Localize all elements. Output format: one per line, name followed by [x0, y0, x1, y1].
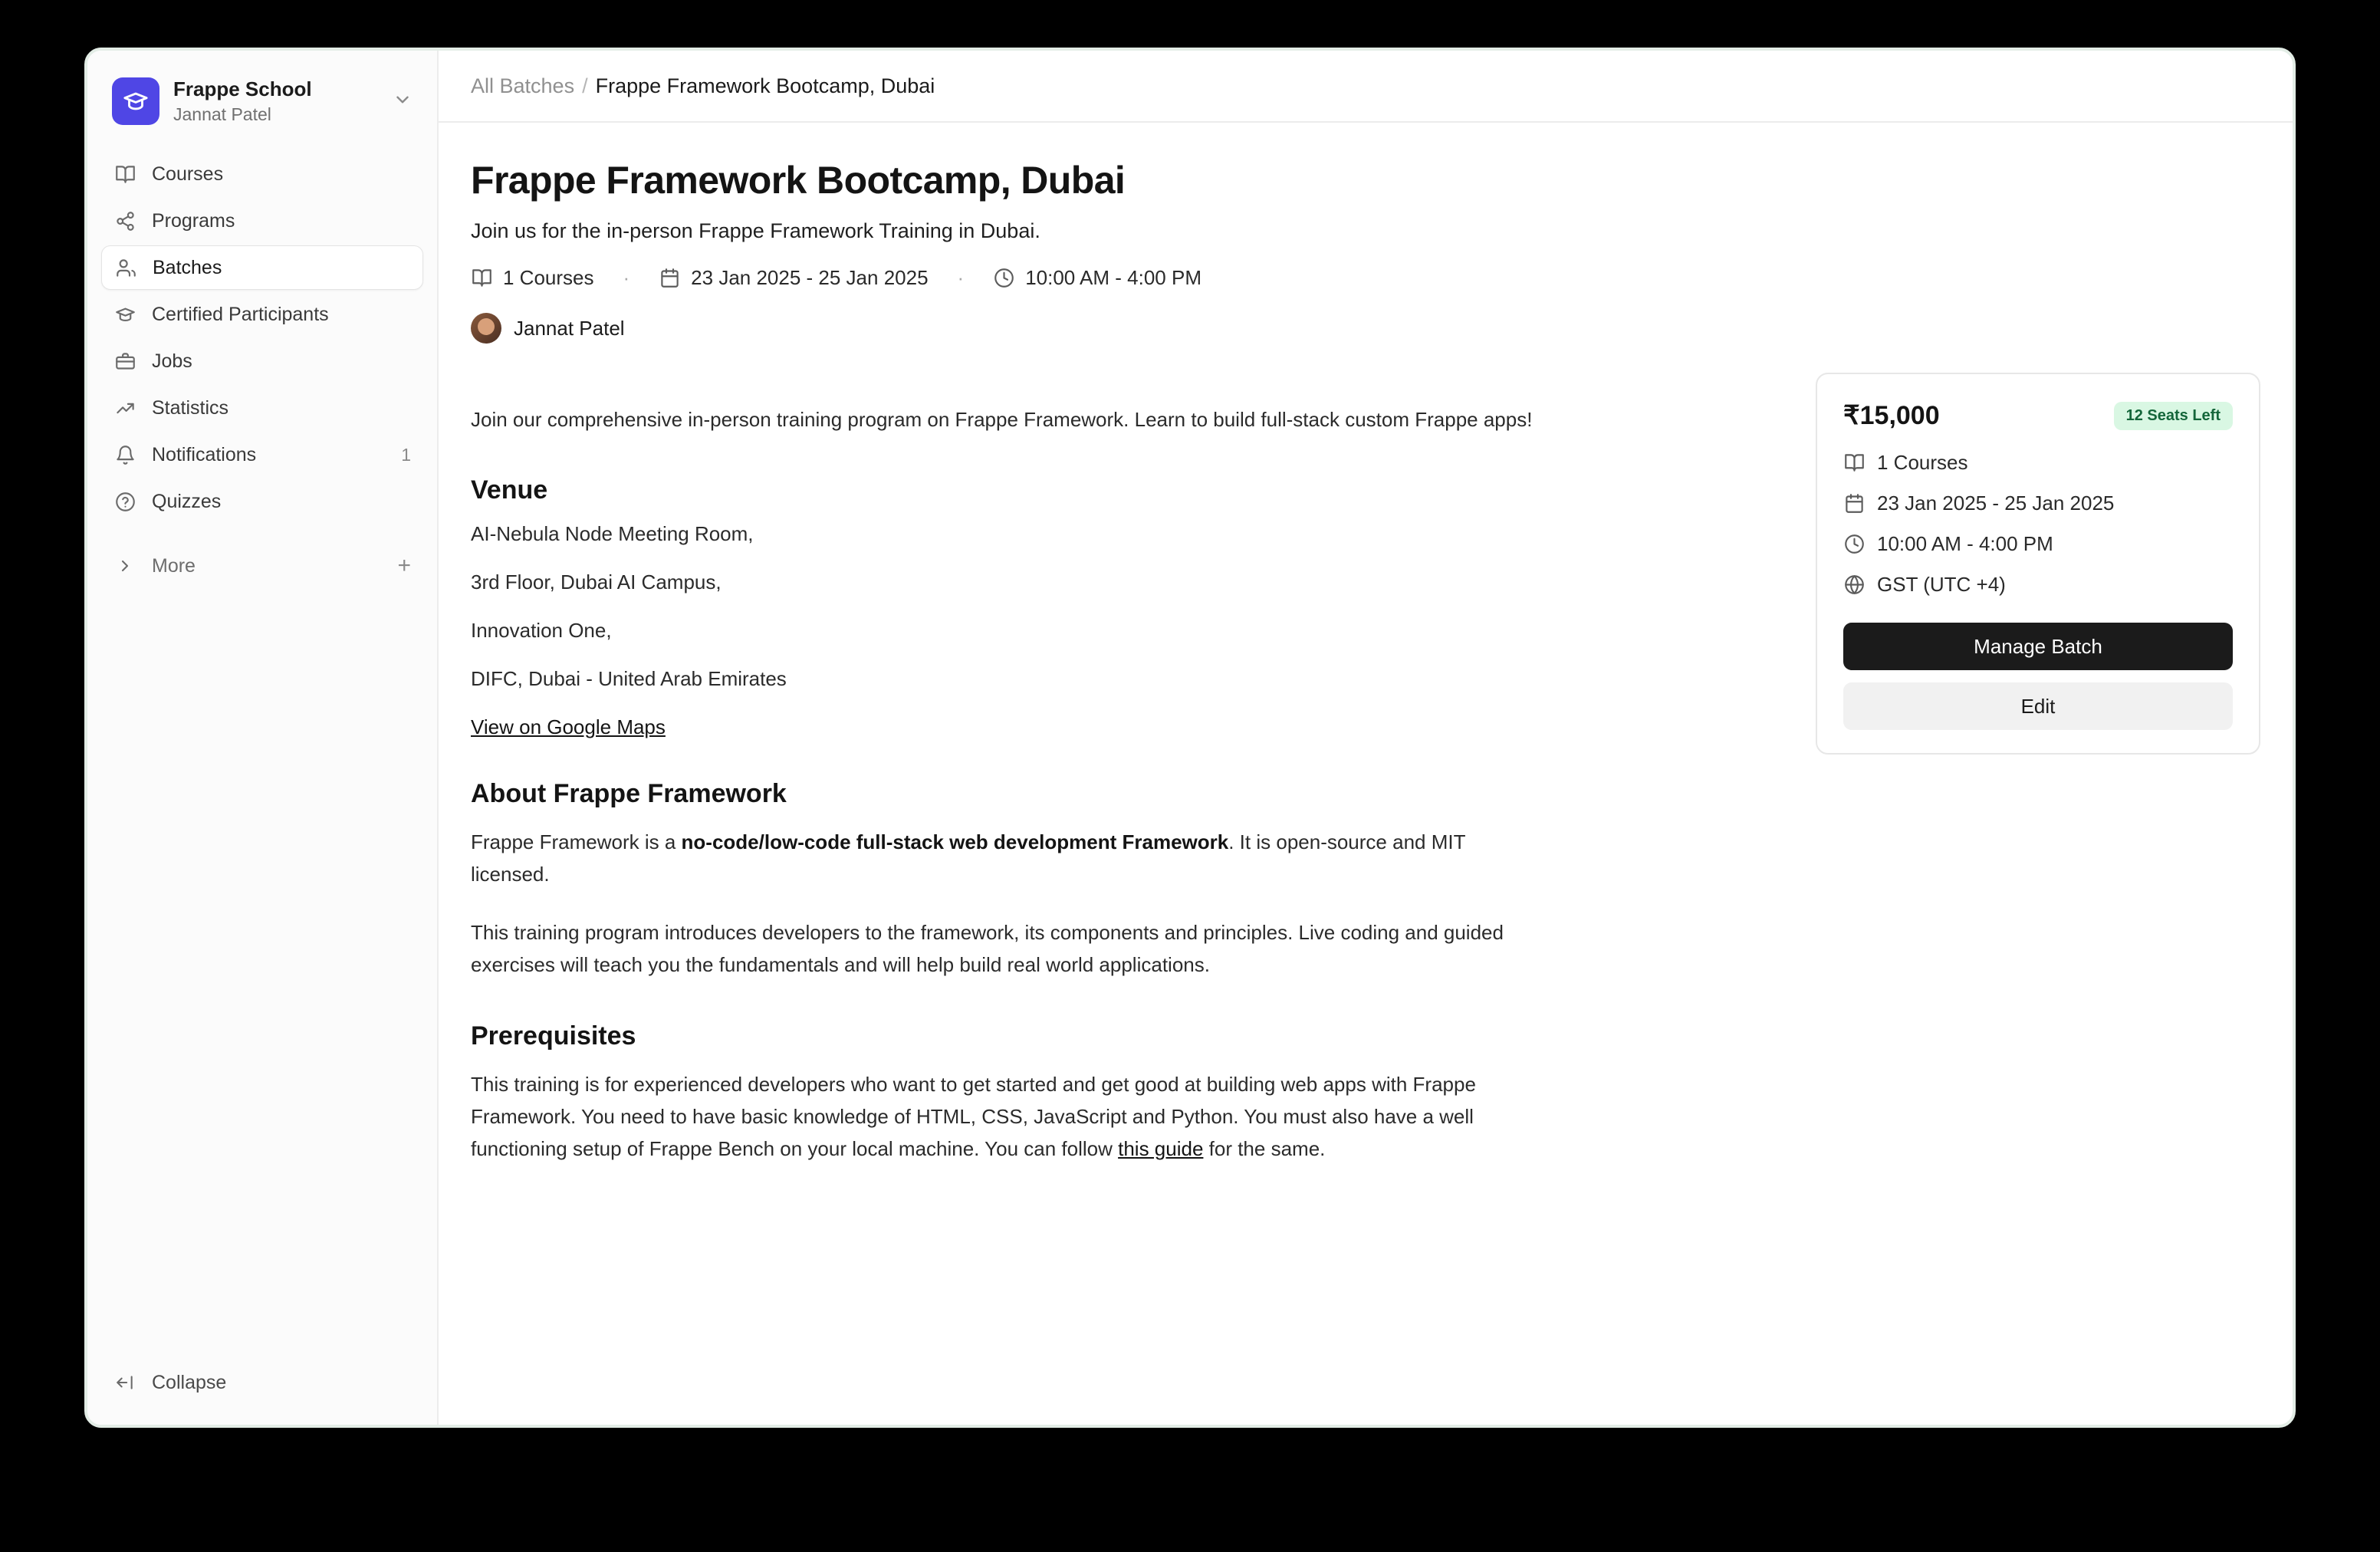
meta-time [993, 266, 1202, 290]
main-area [439, 51, 2293, 1425]
sidebar-item-programs[interactable] [101, 199, 423, 243]
chevron-right-icon [113, 554, 136, 577]
app-window [84, 48, 2296, 1428]
sidebar-collapse-button[interactable] [101, 1360, 423, 1405]
sidebar-nav [101, 152, 423, 524]
question-circle-icon [113, 490, 136, 513]
meta-dot: · [957, 266, 965, 289]
card-meta-list [1843, 451, 2233, 597]
breadcrumb-separator: / [582, 74, 588, 97]
sidebar-item-notifications[interactable] [101, 432, 423, 477]
meta-courses [471, 266, 594, 290]
sidebar-item-label: Courses [152, 163, 224, 185]
book-icon [113, 163, 136, 186]
about-heading: About Frappe Framework [471, 779, 787, 809]
sidebar-item-certified-participants[interactable] [101, 292, 423, 337]
users-icon [114, 256, 137, 279]
collapse-label: Collapse [152, 1371, 227, 1393]
status-badge: 12 Seats Left [2114, 402, 2233, 430]
manage-batch-button[interactable]: Manage Batch [1843, 623, 2233, 670]
header-meta-row [471, 266, 2260, 290]
card-timezone-label: GST (UTC +4) [1877, 573, 2006, 596]
workspace-switcher[interactable] [101, 67, 423, 135]
workspace-user: Jannat Patel [173, 104, 271, 124]
prerequisites-heading: Prerequisites [471, 1021, 636, 1051]
collapse-arrow-icon [113, 1371, 136, 1394]
meta-dot: · [623, 266, 630, 289]
sidebar-more-toggle[interactable] [101, 544, 423, 588]
sidebar-item-label: Notifications [152, 443, 257, 465]
card-meta-timezone [1843, 573, 2233, 597]
card-meta-courses [1843, 451, 2233, 475]
notifications-count: 1 [401, 444, 411, 465]
clock-icon [993, 268, 1014, 289]
venue-line: 3rd Floor, Dubai AI Campus, [471, 570, 722, 594]
chevron-down-icon [393, 90, 413, 113]
calendar-icon [1843, 493, 1865, 515]
venue-line: DIFC, Dubai - United Arab Emirates [471, 667, 787, 691]
sidebar-item-quizzes[interactable] [101, 479, 423, 524]
book-icon [1843, 452, 1865, 474]
sidebar-item-jobs[interactable] [101, 339, 423, 383]
sidebar-item-courses[interactable] [101, 152, 423, 196]
prereq-text-a: This training is for experienced developers who want to get started and get good at building web apps with Frappe Framework. You need to have basic knowledge of HTML, CSS, JavaScript and Python. You must also have a well functioning setup of Frappe Bench on your local machine. You can follow [471, 1072, 1476, 1160]
article [471, 403, 1544, 1165]
about-paragraph-1 [471, 826, 1544, 890]
prerequisites-paragraph [471, 1068, 1544, 1165]
page-title: Frappe Framework Bootcamp, Dubai [471, 159, 1126, 202]
share-nodes-icon [113, 209, 136, 232]
about-paragraph-2: This training program introduces developers to the framework, its components and principles. Live coding and guided exercises will teach you the fundamentals and will help build real world applications. [471, 921, 1504, 977]
sidebar-item-label: Programs [152, 209, 235, 232]
sidebar-more-label: More [152, 554, 196, 577]
sidebar-spacer [101, 588, 423, 1360]
sidebar-item-label: Jobs [152, 350, 192, 372]
venue-line: Innovation One, [471, 619, 612, 643]
about-text-a: Frappe Framework is a [471, 830, 682, 854]
breadcrumb-parent[interactable]: All Batches [471, 74, 575, 97]
sidebar-item-label: Batches [153, 256, 222, 278]
about-text-b: . It is open-source and MIT licensed. [471, 830, 1466, 886]
card-courses-label: 1 Courses [1877, 451, 1968, 474]
card-meta-dates [1843, 492, 2233, 515]
sidebar-item-batches[interactable] [101, 245, 423, 290]
card-meta-time [1843, 532, 2233, 556]
globe-icon [1843, 574, 1865, 596]
bell-icon [113, 443, 136, 466]
sidebar [87, 51, 439, 1425]
workspace-name: Frappe School [173, 77, 312, 100]
book-icon [471, 268, 492, 289]
calendar-icon [659, 268, 680, 289]
sidebar-item-label: Statistics [152, 396, 229, 419]
edit-button[interactable]: Edit [1843, 682, 2233, 730]
about-text-bold: no-code/low-code full-stack web development Framework [681, 830, 1229, 854]
meta-dates-label: 23 Jan 2025 - 25 Jan 2025 [691, 266, 929, 289]
trending-up-icon [113, 396, 136, 419]
meta-time-label: 10:00 AM - 4:00 PM [1025, 266, 1202, 289]
sidebar-item-label: Quizzes [152, 490, 222, 512]
card-top [1843, 400, 2233, 431]
sidebar-item-statistics[interactable] [101, 386, 423, 430]
venue-heading: Venue [471, 475, 548, 505]
intro-paragraph: Join our comprehensive in-person training program on Frappe Framework. Learn to build full-stack custom Frappe apps! [471, 408, 1533, 431]
add-icon[interactable]: + [397, 553, 411, 579]
briefcase-icon [113, 350, 136, 373]
price-label: ₹15,000 [1843, 401, 1940, 430]
prereq-text-b: for the same. [1203, 1136, 1326, 1160]
breadcrumb-current: Frappe Framework Bootcamp, Dubai [595, 74, 935, 97]
google-maps-link[interactable]: View on Google Maps [471, 715, 666, 739]
page-subtitle: Join us for the in-person Frappe Framework Training in Dubai. [471, 219, 1040, 242]
sidebar-item-label: Certified Participants [152, 303, 329, 325]
certificate-icon [113, 303, 136, 326]
prereq-guide-link[interactable]: this guide [1118, 1136, 1204, 1160]
card-dates-label: 23 Jan 2025 - 25 Jan 2025 [1877, 492, 2115, 515]
card-time-label: 10:00 AM - 4:00 PM [1877, 532, 2053, 555]
clock-icon [1843, 534, 1865, 555]
batch-detail-content [439, 123, 2293, 1425]
avatar [471, 313, 501, 344]
meta-courses-label: 1 Courses [503, 266, 594, 289]
graduation-cap-icon [112, 77, 159, 125]
author-name: Jannat Patel [514, 316, 625, 340]
batch-summary-card [1816, 373, 2260, 755]
body-area [471, 403, 2260, 1165]
meta-dates [659, 266, 928, 290]
author-row [471, 313, 2260, 344]
breadcrumb [439, 51, 2293, 123]
venue-line: AI-Nebula Node Meeting Room, [471, 522, 754, 546]
